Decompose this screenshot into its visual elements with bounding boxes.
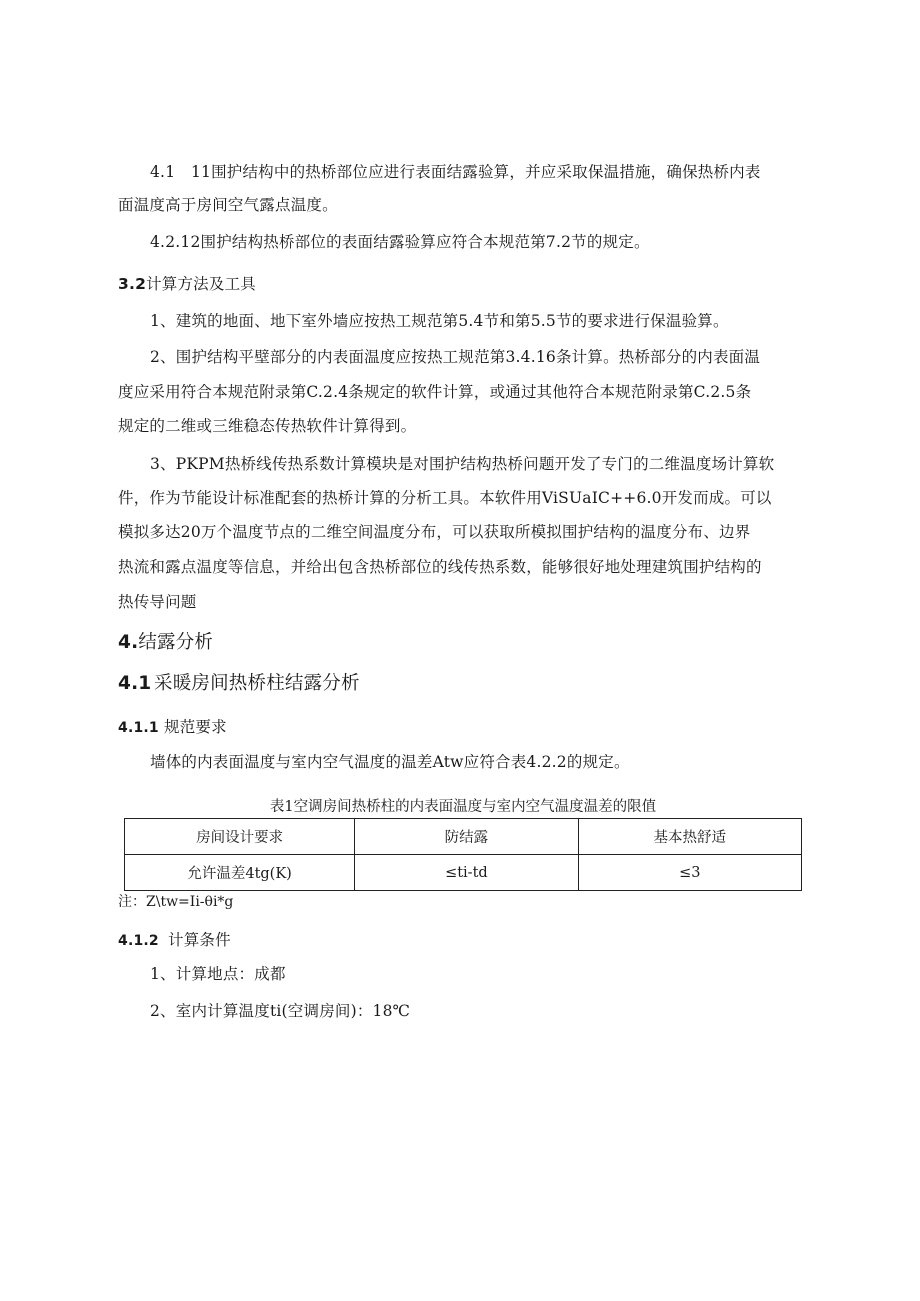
heading-3-2	[118, 268, 808, 301]
heading-4-1-1-text: 规范要求	[164, 718, 227, 736]
heading-4-1-1-number: 4.1.1	[118, 720, 159, 736]
heading-3-2-text: 计算方法及工具	[146, 275, 256, 293]
item-3-line4: 热流和露点温度等信息，并给出包含热桥部位的线传热系数，能够很好地处理建筑围护结构的	[118, 558, 762, 576]
item-3-line5: 热传导问题	[118, 593, 197, 611]
heading-4-1-2-number: 4.1.2	[118, 933, 159, 949]
heading-4	[118, 626, 808, 659]
paragraph-4-1-11-line1: 4.1 11围护结构中的热桥部位应进行表面结露验算，并应采取保温措施，确保热桥内表	[150, 163, 761, 181]
item-1: 1、建筑的地面、地下室外墙应按热工规范第5.4节和第5.5节的要求进行保温验算。	[150, 312, 729, 330]
item-2-line2: 度应采用符合本规范附录第C.2.4条规定的软件计算，或通过其他符合本规范附录第C.2.5条	[118, 383, 752, 401]
paragraph-4-1-1: 墙体的内表面温度与室内空气温度的温差Atw应符合表4.2.2的规定。	[150, 753, 630, 771]
item-3-line2: 件，作为节能设计标准配套的热桥计算的分析工具。本软件用ViSUaIC++6.0开发而成。可以	[118, 489, 772, 507]
item-2-line1: 2、围护结构平壁部分的内表面温度应按热工规范第3.4.16条计算。热桥部分的内表面温	[150, 348, 761, 366]
heading-4-number: 4.	[118, 632, 139, 653]
heading-4-1-number: 4.1	[118, 673, 152, 694]
heading-4-1-2	[118, 924, 808, 958]
item-3-line1: 3、PKPM热桥线传热系数计算模块是对围护结构热桥问题开发了专门的二维温度场计算软	[150, 455, 775, 473]
table-row	[125, 855, 802, 891]
item-2-line3: 规定的二维或三维稳态传热软件计算得到。	[118, 417, 417, 435]
item-3-line3: 模拟多达20万个温度节点的二维空间温度分布，可以获取所模拟围护结构的温度分布、边界	[118, 523, 751, 541]
heading-4-1-text: 采暖房间热桥柱结露分析	[154, 673, 360, 694]
heading-4-1	[118, 667, 808, 700]
condition-1: 1、计算地点：成都	[150, 965, 286, 983]
table-caption: 表1空调房间热桥柱的内表面温度与室内空气温度温差的限值	[269, 799, 657, 815]
heading-4-1-2-text: 计算条件	[168, 931, 231, 949]
heading-4-1-1	[118, 711, 808, 745]
table-cell: 允许温差4tg(K)	[125, 855, 355, 891]
temperature-limits-table	[124, 818, 802, 891]
table-note: 注：Z\tw=Ii-θi*g	[118, 894, 234, 910]
table-header-cell: 防结露	[355, 819, 578, 855]
table-cell: ≤ti-td	[355, 855, 578, 891]
table-header-cell: 房间设计要求	[125, 819, 355, 855]
paragraph-4-1-11-line2: 面温度高于房间空气露点温度。	[118, 196, 338, 214]
table-header-row	[125, 819, 802, 855]
paragraph-4-2-12: 4.2.12围护结构热桥部位的表面结露验算应符合本规范第7.2节的规定。	[150, 233, 650, 251]
table-cell: ≤3	[578, 855, 801, 891]
heading-3-2-number: 3.2	[118, 275, 147, 293]
table-header-cell: 基本热舒适	[578, 819, 801, 855]
condition-2: 2、室内计算温度ti(空调房间)：18℃	[150, 1002, 411, 1020]
heading-4-text: 结露分析	[138, 632, 214, 653]
